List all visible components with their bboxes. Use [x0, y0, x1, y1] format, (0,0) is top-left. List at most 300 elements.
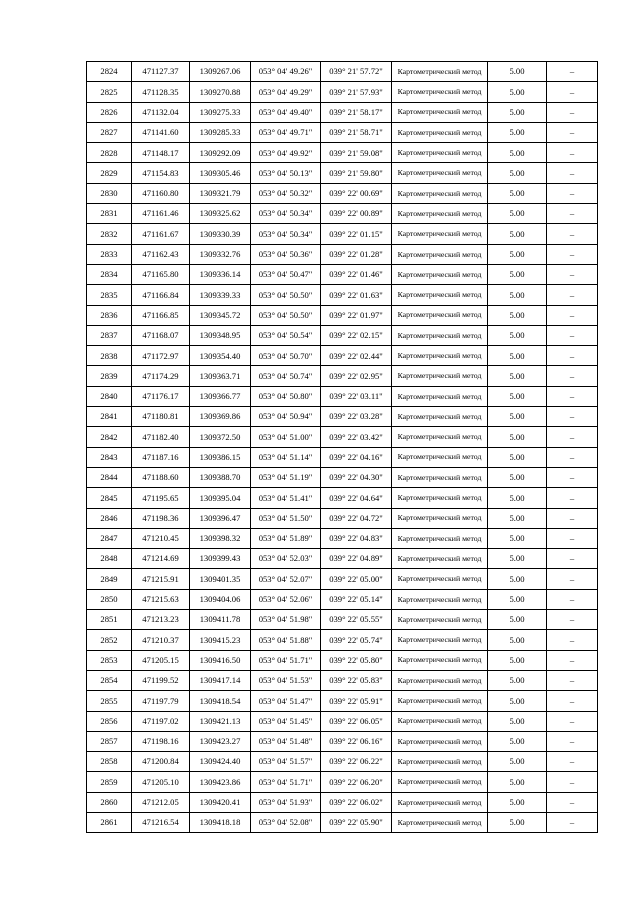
table-row [87, 62, 598, 82]
longitude-cell: 039° 21' 57.72" [321, 62, 392, 82]
method-cell: Картометрический метод [392, 366, 488, 386]
longitude-cell: 039° 22' 05.80" [321, 650, 392, 670]
description-cell: – [547, 244, 598, 264]
precision-cell: 5.00 [488, 427, 547, 447]
table-row [87, 630, 598, 650]
y-coordinate-cell: 1309366.77 [190, 386, 251, 406]
longitude-cell: 039° 22' 04.83" [321, 528, 392, 548]
method-cell: Картометрический метод [392, 630, 488, 650]
point-number-cell: 2832 [87, 224, 132, 244]
description-cell: – [547, 325, 598, 345]
y-coordinate-cell: 1309420.41 [190, 792, 251, 812]
longitude-cell: 039° 22' 06.02" [321, 792, 392, 812]
description-cell: – [547, 143, 598, 163]
longitude-cell: 039° 22' 01.28" [321, 244, 392, 264]
latitude-cell: 053° 04' 50.50" [251, 305, 321, 325]
description-cell: – [547, 427, 598, 447]
precision-cell: 5.00 [488, 589, 547, 609]
method-cell: Картометрический метод [392, 224, 488, 244]
y-coordinate-cell: 1309321.79 [190, 183, 251, 203]
point-number-cell: 2835 [87, 285, 132, 305]
precision-cell: 5.00 [488, 244, 547, 264]
y-coordinate-cell: 1309388.70 [190, 467, 251, 487]
y-coordinate-cell: 1309330.39 [190, 224, 251, 244]
y-coordinate-cell: 1309285.33 [190, 122, 251, 142]
precision-cell: 5.00 [488, 82, 547, 102]
y-coordinate-cell: 1309270.88 [190, 82, 251, 102]
method-cell: Картометрический метод [392, 62, 488, 82]
point-number-cell: 2844 [87, 467, 132, 487]
coordinates-table [86, 61, 598, 833]
latitude-cell: 053° 04' 52.06" [251, 589, 321, 609]
point-number-cell: 2842 [87, 427, 132, 447]
description-cell: – [547, 122, 598, 142]
latitude-cell: 053° 04' 51.47" [251, 691, 321, 711]
precision-cell: 5.00 [488, 102, 547, 122]
method-cell: Картометрический метод [392, 650, 488, 670]
x-coordinate-cell: 471162.43 [132, 244, 190, 264]
x-coordinate-cell: 471197.79 [132, 691, 190, 711]
precision-cell: 5.00 [488, 711, 547, 731]
latitude-cell: 053° 04' 49.40" [251, 102, 321, 122]
description-cell: – [547, 163, 598, 183]
latitude-cell: 053° 04' 51.93" [251, 792, 321, 812]
description-cell: – [547, 204, 598, 224]
longitude-cell: 039° 22' 04.64" [321, 488, 392, 508]
point-number-cell: 2834 [87, 264, 132, 284]
y-coordinate-cell: 1309411.78 [190, 610, 251, 630]
x-coordinate-cell: 471166.85 [132, 305, 190, 325]
point-number-cell: 2851 [87, 610, 132, 630]
y-coordinate-cell: 1309336.14 [190, 264, 251, 284]
y-coordinate-cell: 1309386.15 [190, 447, 251, 467]
latitude-cell: 053° 04' 49.29" [251, 82, 321, 102]
y-coordinate-cell: 1309267.06 [190, 62, 251, 82]
latitude-cell: 053° 04' 51.00" [251, 427, 321, 447]
table-row [87, 386, 598, 406]
description-cell: – [547, 670, 598, 690]
point-number-cell: 2841 [87, 407, 132, 427]
precision-cell: 5.00 [488, 346, 547, 366]
method-cell: Картометрический метод [392, 386, 488, 406]
method-cell: Картометрический метод [392, 143, 488, 163]
description-cell: – [547, 82, 598, 102]
longitude-cell: 039° 22' 05.83" [321, 670, 392, 690]
point-number-cell: 2825 [87, 82, 132, 102]
description-cell: – [547, 467, 598, 487]
point-number-cell: 2831 [87, 204, 132, 224]
x-coordinate-cell: 471148.17 [132, 143, 190, 163]
longitude-cell: 039° 22' 04.30" [321, 467, 392, 487]
precision-cell: 5.00 [488, 528, 547, 548]
y-coordinate-cell: 1309418.18 [190, 812, 251, 832]
point-number-cell: 2849 [87, 569, 132, 589]
x-coordinate-cell: 471200.84 [132, 752, 190, 772]
table-row [87, 122, 598, 142]
precision-cell: 5.00 [488, 731, 547, 751]
method-cell: Картометрический метод [392, 122, 488, 142]
latitude-cell: 053° 04' 50.32" [251, 183, 321, 203]
y-coordinate-cell: 1309398.32 [190, 528, 251, 548]
latitude-cell: 053° 04' 51.19" [251, 467, 321, 487]
table-row [87, 792, 598, 812]
x-coordinate-cell: 471213.23 [132, 610, 190, 630]
description-cell: – [547, 447, 598, 467]
x-coordinate-cell: 471199.52 [132, 670, 190, 690]
description-cell: – [547, 183, 598, 203]
latitude-cell: 053° 04' 51.71" [251, 650, 321, 670]
description-cell: – [547, 691, 598, 711]
method-cell: Картометрический метод [392, 325, 488, 345]
latitude-cell: 053° 04' 50.13" [251, 163, 321, 183]
y-coordinate-cell: 1309369.86 [190, 407, 251, 427]
y-coordinate-cell: 1309418.54 [190, 691, 251, 711]
y-coordinate-cell: 1309416.50 [190, 650, 251, 670]
table-row [87, 731, 598, 751]
longitude-cell: 039° 22' 04.72" [321, 508, 392, 528]
description-cell: – [547, 630, 598, 650]
table-row [87, 204, 598, 224]
method-cell: Картометрический метод [392, 447, 488, 467]
y-coordinate-cell: 1309305.46 [190, 163, 251, 183]
x-coordinate-cell: 471214.69 [132, 549, 190, 569]
description-cell: – [547, 305, 598, 325]
description-cell: – [547, 386, 598, 406]
precision-cell: 5.00 [488, 386, 547, 406]
table-row [87, 691, 598, 711]
x-coordinate-cell: 471161.46 [132, 204, 190, 224]
point-number-cell: 2837 [87, 325, 132, 345]
point-number-cell: 2847 [87, 528, 132, 548]
point-number-cell: 2828 [87, 143, 132, 163]
y-coordinate-cell: 1309415.23 [190, 630, 251, 650]
y-coordinate-cell: 1309395.04 [190, 488, 251, 508]
latitude-cell: 053° 04' 50.47" [251, 264, 321, 284]
table-row [87, 812, 598, 832]
longitude-cell: 039° 22' 03.11" [321, 386, 392, 406]
latitude-cell: 053° 04' 51.50" [251, 508, 321, 528]
precision-cell: 5.00 [488, 183, 547, 203]
precision-cell: 5.00 [488, 163, 547, 183]
table-row [87, 305, 598, 325]
precision-cell: 5.00 [488, 305, 547, 325]
x-coordinate-cell: 471215.63 [132, 589, 190, 609]
x-coordinate-cell: 471127.37 [132, 62, 190, 82]
description-cell: – [547, 264, 598, 284]
table-row [87, 670, 598, 690]
x-coordinate-cell: 471210.37 [132, 630, 190, 650]
point-number-cell: 2833 [87, 244, 132, 264]
method-cell: Картометрический метод [392, 812, 488, 832]
longitude-cell: 039° 22' 01.97" [321, 305, 392, 325]
x-coordinate-cell: 471161.67 [132, 224, 190, 244]
table-row [87, 549, 598, 569]
method-cell: Картометрический метод [392, 488, 488, 508]
x-coordinate-cell: 471198.36 [132, 508, 190, 528]
y-coordinate-cell: 1309421.13 [190, 711, 251, 731]
precision-cell: 5.00 [488, 285, 547, 305]
method-cell: Картометрический метод [392, 569, 488, 589]
latitude-cell: 053° 04' 49.26" [251, 62, 321, 82]
longitude-cell: 039° 22' 00.89" [321, 204, 392, 224]
x-coordinate-cell: 471205.10 [132, 772, 190, 792]
method-cell: Картометрический метод [392, 244, 488, 264]
method-cell: Картометрический метод [392, 285, 488, 305]
precision-cell: 5.00 [488, 650, 547, 670]
precision-cell: 5.00 [488, 691, 547, 711]
table-row [87, 82, 598, 102]
precision-cell: 5.00 [488, 792, 547, 812]
description-cell: – [547, 752, 598, 772]
point-number-cell: 2839 [87, 366, 132, 386]
x-coordinate-cell: 471128.35 [132, 82, 190, 102]
table-row [87, 467, 598, 487]
longitude-cell: 039° 22' 05.90" [321, 812, 392, 832]
longitude-cell: 039° 22' 06.20" [321, 772, 392, 792]
point-number-cell: 2858 [87, 752, 132, 772]
point-number-cell: 2848 [87, 549, 132, 569]
point-number-cell: 2855 [87, 691, 132, 711]
table-row [87, 569, 598, 589]
table-row [87, 407, 598, 427]
precision-cell: 5.00 [488, 122, 547, 142]
table-row [87, 650, 598, 670]
latitude-cell: 053° 04' 51.89" [251, 528, 321, 548]
method-cell: Картометрический метод [392, 528, 488, 548]
longitude-cell: 039° 22' 01.63" [321, 285, 392, 305]
x-coordinate-cell: 471166.84 [132, 285, 190, 305]
precision-cell: 5.00 [488, 812, 547, 832]
table-row [87, 528, 598, 548]
coordinates-table-body [87, 62, 598, 833]
x-coordinate-cell: 471174.29 [132, 366, 190, 386]
latitude-cell: 053° 04' 50.74" [251, 366, 321, 386]
point-number-cell: 2836 [87, 305, 132, 325]
x-coordinate-cell: 471188.60 [132, 467, 190, 487]
point-number-cell: 2830 [87, 183, 132, 203]
table-row [87, 752, 598, 772]
y-coordinate-cell: 1309417.14 [190, 670, 251, 690]
method-cell: Картометрический метод [392, 163, 488, 183]
precision-cell: 5.00 [488, 407, 547, 427]
longitude-cell: 039° 22' 05.55" [321, 610, 392, 630]
longitude-cell: 039° 22' 04.16" [321, 447, 392, 467]
method-cell: Картометрический метод [392, 731, 488, 751]
latitude-cell: 053° 04' 51.45" [251, 711, 321, 731]
latitude-cell: 053° 04' 50.50" [251, 285, 321, 305]
table-row [87, 447, 598, 467]
precision-cell: 5.00 [488, 569, 547, 589]
point-number-cell: 2850 [87, 589, 132, 609]
precision-cell: 5.00 [488, 549, 547, 569]
table-row [87, 366, 598, 386]
point-number-cell: 2859 [87, 772, 132, 792]
precision-cell: 5.00 [488, 630, 547, 650]
description-cell: – [547, 731, 598, 751]
longitude-cell: 039° 22' 03.28" [321, 407, 392, 427]
description-cell: – [547, 508, 598, 528]
point-number-cell: 2840 [87, 386, 132, 406]
x-coordinate-cell: 471176.17 [132, 386, 190, 406]
method-cell: Картометрический метод [392, 407, 488, 427]
precision-cell: 5.00 [488, 366, 547, 386]
point-number-cell: 2857 [87, 731, 132, 751]
method-cell: Картометрический метод [392, 427, 488, 447]
description-cell: – [547, 366, 598, 386]
method-cell: Картометрический метод [392, 305, 488, 325]
y-coordinate-cell: 1309325.62 [190, 204, 251, 224]
longitude-cell: 039° 22' 04.89" [321, 549, 392, 569]
y-coordinate-cell: 1309396.47 [190, 508, 251, 528]
description-cell: – [547, 407, 598, 427]
longitude-cell: 039° 22' 00.69" [321, 183, 392, 203]
y-coordinate-cell: 1309292.09 [190, 143, 251, 163]
x-coordinate-cell: 471198.16 [132, 731, 190, 751]
precision-cell: 5.00 [488, 752, 547, 772]
latitude-cell: 053° 04' 50.34" [251, 224, 321, 244]
method-cell: Картометрический метод [392, 792, 488, 812]
point-number-cell: 2826 [87, 102, 132, 122]
x-coordinate-cell: 471154.83 [132, 163, 190, 183]
description-cell: – [547, 528, 598, 548]
point-number-cell: 2846 [87, 508, 132, 528]
longitude-cell: 039° 22' 02.95" [321, 366, 392, 386]
latitude-cell: 053° 04' 52.07" [251, 569, 321, 589]
method-cell: Картометрический метод [392, 752, 488, 772]
y-coordinate-cell: 1309332.76 [190, 244, 251, 264]
method-cell: Картометрический метод [392, 264, 488, 284]
method-cell: Картометрический метод [392, 772, 488, 792]
method-cell: Картометрический метод [392, 183, 488, 203]
point-number-cell: 2856 [87, 711, 132, 731]
y-coordinate-cell: 1309423.27 [190, 731, 251, 751]
y-coordinate-cell: 1309424.40 [190, 752, 251, 772]
method-cell: Картометрический метод [392, 549, 488, 569]
latitude-cell: 053° 04' 50.36" [251, 244, 321, 264]
longitude-cell: 039° 22' 05.91" [321, 691, 392, 711]
point-number-cell: 2824 [87, 62, 132, 82]
method-cell: Картометрический метод [392, 589, 488, 609]
description-cell: – [547, 610, 598, 630]
y-coordinate-cell: 1309401.35 [190, 569, 251, 589]
method-cell: Картометрический метод [392, 102, 488, 122]
description-cell: – [547, 792, 598, 812]
method-cell: Картометрический метод [392, 467, 488, 487]
longitude-cell: 039° 21' 58.71" [321, 122, 392, 142]
precision-cell: 5.00 [488, 467, 547, 487]
table-row [87, 488, 598, 508]
latitude-cell: 053° 04' 51.98" [251, 610, 321, 630]
latitude-cell: 053° 04' 51.53" [251, 670, 321, 690]
table-row [87, 346, 598, 366]
x-coordinate-cell: 471215.91 [132, 569, 190, 589]
description-cell: – [547, 285, 598, 305]
precision-cell: 5.00 [488, 508, 547, 528]
longitude-cell: 039° 22' 05.14" [321, 589, 392, 609]
latitude-cell: 053° 04' 51.14" [251, 447, 321, 467]
x-coordinate-cell: 471187.16 [132, 447, 190, 467]
longitude-cell: 039° 22' 02.44" [321, 346, 392, 366]
latitude-cell: 053° 04' 50.54" [251, 325, 321, 345]
precision-cell: 5.00 [488, 204, 547, 224]
latitude-cell: 053° 04' 50.70" [251, 346, 321, 366]
method-cell: Картометрический метод [392, 670, 488, 690]
latitude-cell: 053° 04' 51.48" [251, 731, 321, 751]
table-row [87, 264, 598, 284]
latitude-cell: 053° 04' 49.71" [251, 122, 321, 142]
precision-cell: 5.00 [488, 264, 547, 284]
table-row [87, 285, 598, 305]
latitude-cell: 053° 04' 51.88" [251, 630, 321, 650]
x-coordinate-cell: 471165.80 [132, 264, 190, 284]
x-coordinate-cell: 471205.15 [132, 650, 190, 670]
longitude-cell: 039° 22' 06.05" [321, 711, 392, 731]
description-cell: – [547, 650, 598, 670]
precision-cell: 5.00 [488, 143, 547, 163]
method-cell: Картометрический метод [392, 610, 488, 630]
x-coordinate-cell: 471180.81 [132, 407, 190, 427]
latitude-cell: 053° 04' 51.71" [251, 772, 321, 792]
y-coordinate-cell: 1309404.06 [190, 589, 251, 609]
point-number-cell: 2861 [87, 812, 132, 832]
point-number-cell: 2853 [87, 650, 132, 670]
y-coordinate-cell: 1309423.86 [190, 772, 251, 792]
method-cell: Картометрический метод [392, 691, 488, 711]
method-cell: Картометрический метод [392, 204, 488, 224]
y-coordinate-cell: 1309339.33 [190, 285, 251, 305]
table-row [87, 163, 598, 183]
description-cell: – [547, 589, 598, 609]
description-cell: – [547, 812, 598, 832]
description-cell: – [547, 711, 598, 731]
latitude-cell: 053° 04' 50.80" [251, 386, 321, 406]
longitude-cell: 039° 22' 06.22" [321, 752, 392, 772]
table-row [87, 610, 598, 630]
y-coordinate-cell: 1309399.43 [190, 549, 251, 569]
precision-cell: 5.00 [488, 610, 547, 630]
x-coordinate-cell: 471141.60 [132, 122, 190, 142]
description-cell: – [547, 346, 598, 366]
precision-cell: 5.00 [488, 447, 547, 467]
latitude-cell: 053° 04' 49.92" [251, 143, 321, 163]
precision-cell: 5.00 [488, 488, 547, 508]
longitude-cell: 039° 21' 59.08" [321, 143, 392, 163]
table-row [87, 244, 598, 264]
table-row [87, 224, 598, 244]
method-cell: Картометрический метод [392, 82, 488, 102]
longitude-cell: 039° 22' 05.74" [321, 630, 392, 650]
point-number-cell: 2845 [87, 488, 132, 508]
longitude-cell: 039° 22' 05.00" [321, 569, 392, 589]
longitude-cell: 039° 21' 59.80" [321, 163, 392, 183]
x-coordinate-cell: 471168.07 [132, 325, 190, 345]
point-number-cell: 2838 [87, 346, 132, 366]
y-coordinate-cell: 1309275.33 [190, 102, 251, 122]
latitude-cell: 053° 04' 52.03" [251, 549, 321, 569]
description-cell: – [547, 772, 598, 792]
table-row [87, 711, 598, 731]
point-number-cell: 2843 [87, 447, 132, 467]
longitude-cell: 039° 22' 01.46" [321, 264, 392, 284]
description-cell: – [547, 488, 598, 508]
description-cell: – [547, 549, 598, 569]
longitude-cell: 039° 22' 02.15" [321, 325, 392, 345]
precision-cell: 5.00 [488, 62, 547, 82]
table-row [87, 183, 598, 203]
latitude-cell: 053° 04' 51.41" [251, 488, 321, 508]
table-row [87, 508, 598, 528]
precision-cell: 5.00 [488, 325, 547, 345]
